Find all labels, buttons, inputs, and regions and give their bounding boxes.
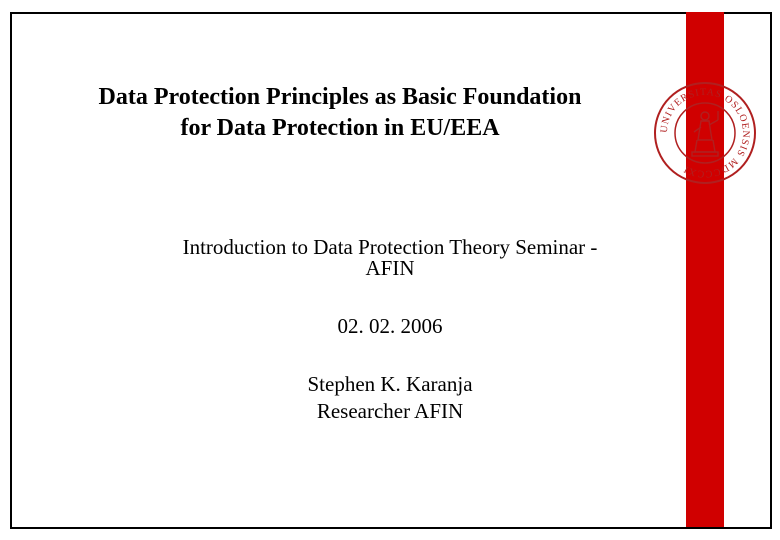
title-line-2: for Data Protection in EU/EEA	[180, 115, 500, 141]
svg-text:UNIVERSITAS OSLOENSIS MDCCCXI	[659, 87, 751, 179]
author-name: Stephen K. Karanja	[307, 372, 473, 396]
author-role: Researcher AFIN	[316, 399, 464, 423]
author-block	[200, 371, 580, 425]
subtitle-line-2: AFIN	[365, 256, 415, 280]
title-line-1: Data Protection Principles as Basic Foundation	[98, 84, 582, 110]
subtitle-line-1: Introduction to Data Protection Theory Seminar -	[182, 235, 598, 259]
presentation-date: 02. 02. 2006	[337, 314, 443, 338]
seal-ring-text: UNIVERSITAS OSLOENSIS MDCCCXI	[658, 86, 752, 180]
slide-subtitle	[120, 237, 660, 279]
university-seal-icon	[652, 80, 758, 186]
slide-title	[40, 82, 640, 144]
